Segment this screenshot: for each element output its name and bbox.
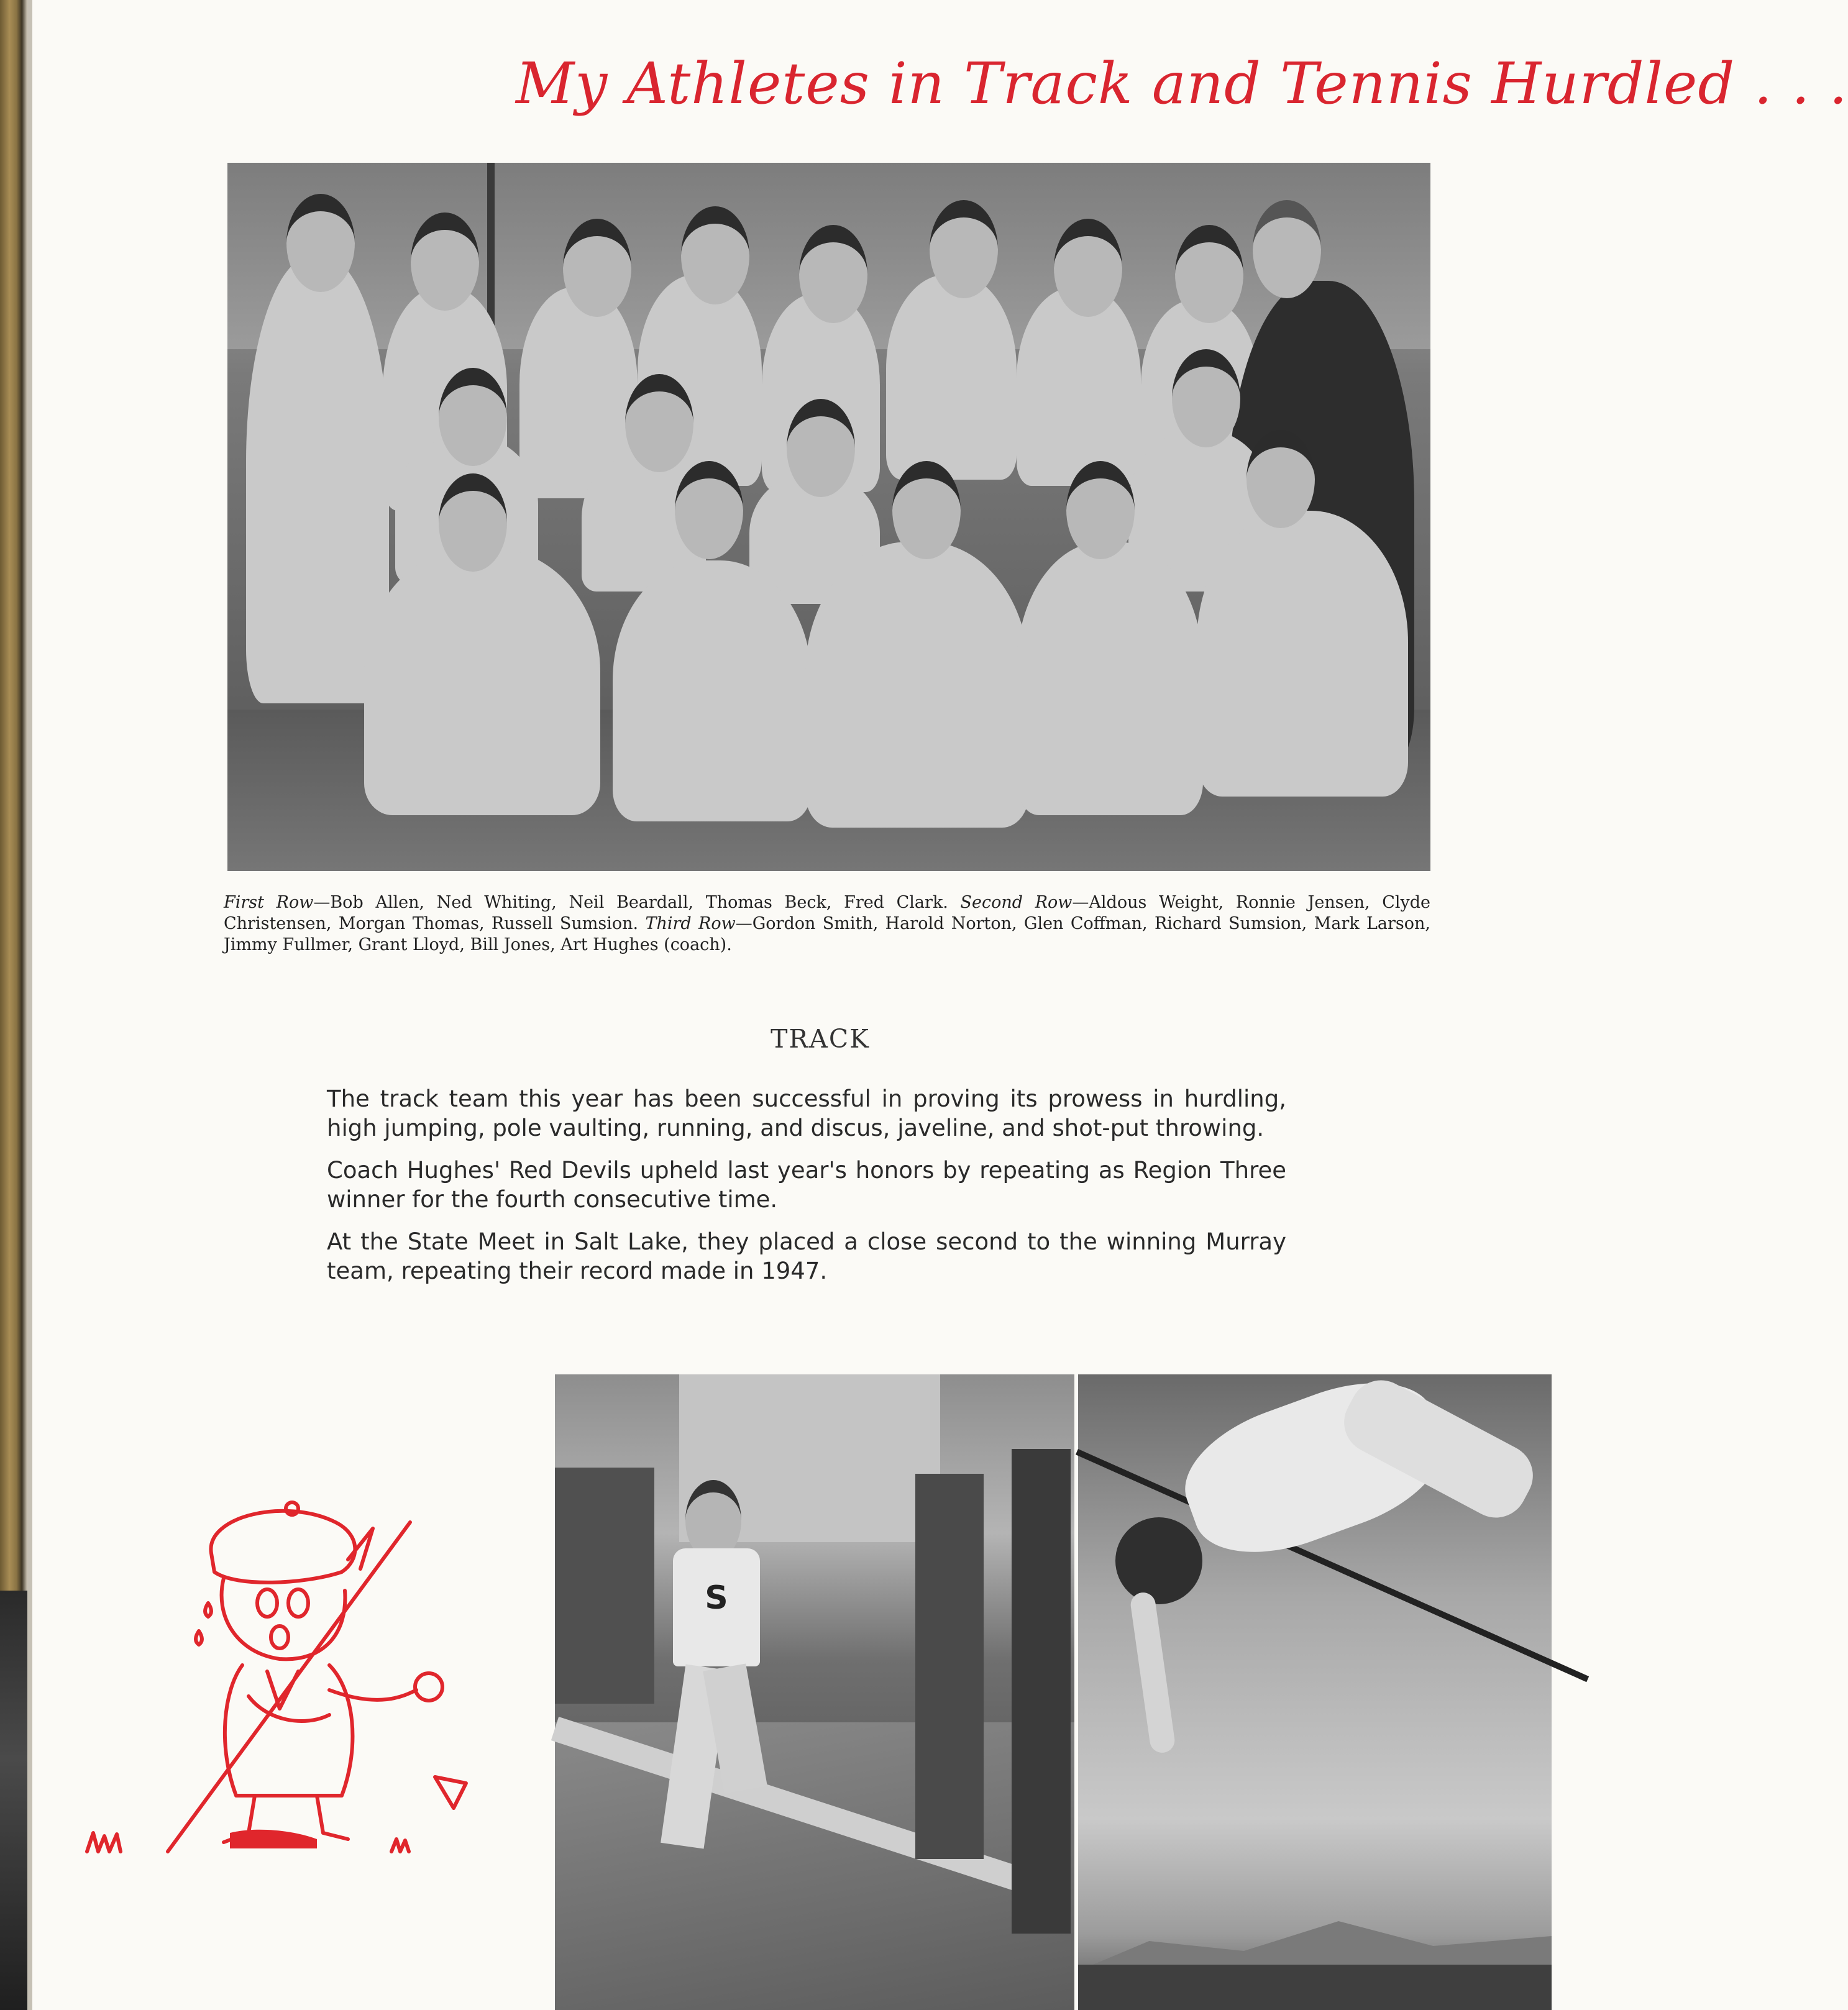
caption-row-label: Second Row	[960, 893, 1073, 912]
athlete-figure	[613, 560, 812, 821]
binding-shadow	[0, 1591, 27, 2010]
article-paragraph: At the State Meet in Salt Lake, they placed a close second to the winning Murray team, repeating their record made in 1947.	[327, 1228, 1286, 1284]
athlete-figure	[1017, 542, 1203, 815]
page-title: My Athletes in Track and Tennis Hurdled . . .	[516, 50, 1848, 117]
treeline	[1078, 1965, 1552, 2010]
jumper-arm	[1129, 1591, 1176, 1754]
cartoon-tail	[435, 1777, 466, 1808]
spectator-figure	[1012, 1449, 1071, 1934]
caption-row-label: Third Row	[645, 914, 736, 933]
spectator-crowd	[555, 1468, 654, 1704]
high-jump-photo	[1078, 1374, 1552, 2010]
cartoon-eye	[257, 1589, 277, 1617]
team-photo-caption	[224, 892, 1430, 956]
cartoon-leg	[317, 1796, 348, 1839]
binding-edge-strip	[27, 0, 32, 2010]
caption-row-names: —Aldous Weight, Ronnie Jensen, Clyde Christensen, Morgan Thomas, Russell Sumsion.	[224, 893, 1430, 933]
athlete-head	[1246, 430, 1315, 528]
athlete-head	[1175, 225, 1243, 323]
athlete-head	[625, 374, 693, 472]
athlete-head	[681, 206, 749, 304]
athlete-figure	[1017, 287, 1141, 486]
cartoon-collar	[267, 1671, 298, 1709]
cartoon-hat	[211, 1511, 355, 1583]
athlete-head	[1172, 349, 1240, 447]
cartoon-arm	[249, 1696, 329, 1721]
athlete-head	[1066, 461, 1135, 559]
athlete-head	[411, 212, 479, 311]
caption-row-names: —Gordon Smith, Harold Norton, Glen Coffman, Richard Sumsion, Mark Larson, Jimmy Fullmer, Grant Lloyd, Bill Jones, Art Hughes (coach).	[224, 914, 1430, 954]
caption-row-label: First Row	[224, 893, 314, 912]
athlete-head	[286, 194, 355, 292]
athlete-head	[799, 225, 867, 323]
hat-button	[286, 1502, 298, 1515]
caption-row-names: —Bob Allen, Ned Whiting, Neil Beardall, Thomas Beck, Fred Clark.	[313, 893, 961, 912]
article-paragraph: The track team this year has been successful in proving its prowess in hurdling, high jumping, pole vaulting, running, and discus, javeline, and shot-put throwing.	[327, 1085, 1286, 1141]
spectator-figure	[915, 1474, 984, 1859]
runner-photo	[555, 1374, 1074, 2010]
athlete-head	[439, 473, 507, 572]
cartoon-hand	[415, 1673, 442, 1701]
athlete-figure	[805, 542, 1029, 828]
athlete-figure	[1197, 511, 1408, 797]
athlete-head	[787, 399, 855, 497]
cartoon-shadow	[230, 1830, 317, 1848]
article-paragraph: Coach Hughes' Red Devils upheld last year's honors by repeating as Region Three winner for the fourth consecutive time.	[327, 1157, 1286, 1213]
athlete-head	[1054, 219, 1122, 317]
athlete-figure	[886, 275, 1017, 480]
athlete-head	[930, 200, 998, 298]
cartoon-mouth	[271, 1626, 288, 1648]
distant-mountains	[1078, 1921, 1552, 1971]
sweat-drop	[205, 1603, 211, 1617]
athlete-head	[563, 219, 631, 317]
athlete-figure	[246, 256, 389, 703]
athlete-figure	[364, 548, 600, 815]
athlete-head	[439, 368, 507, 466]
coach-head	[1253, 200, 1321, 298]
sweat-drop	[196, 1631, 202, 1645]
cartoon-eye	[288, 1589, 308, 1617]
jersey-letter: S	[705, 1579, 728, 1617]
cartoon-arm	[329, 1690, 416, 1700]
red-devil-javelin-cartoon	[81, 1485, 553, 1883]
athlete-head	[892, 461, 961, 559]
jumper-head	[1115, 1517, 1202, 1604]
runner-jersey	[673, 1548, 760, 1666]
section-heading: TRACK	[771, 1024, 870, 1054]
track-team-photo	[227, 163, 1430, 871]
athlete-head	[675, 461, 743, 559]
